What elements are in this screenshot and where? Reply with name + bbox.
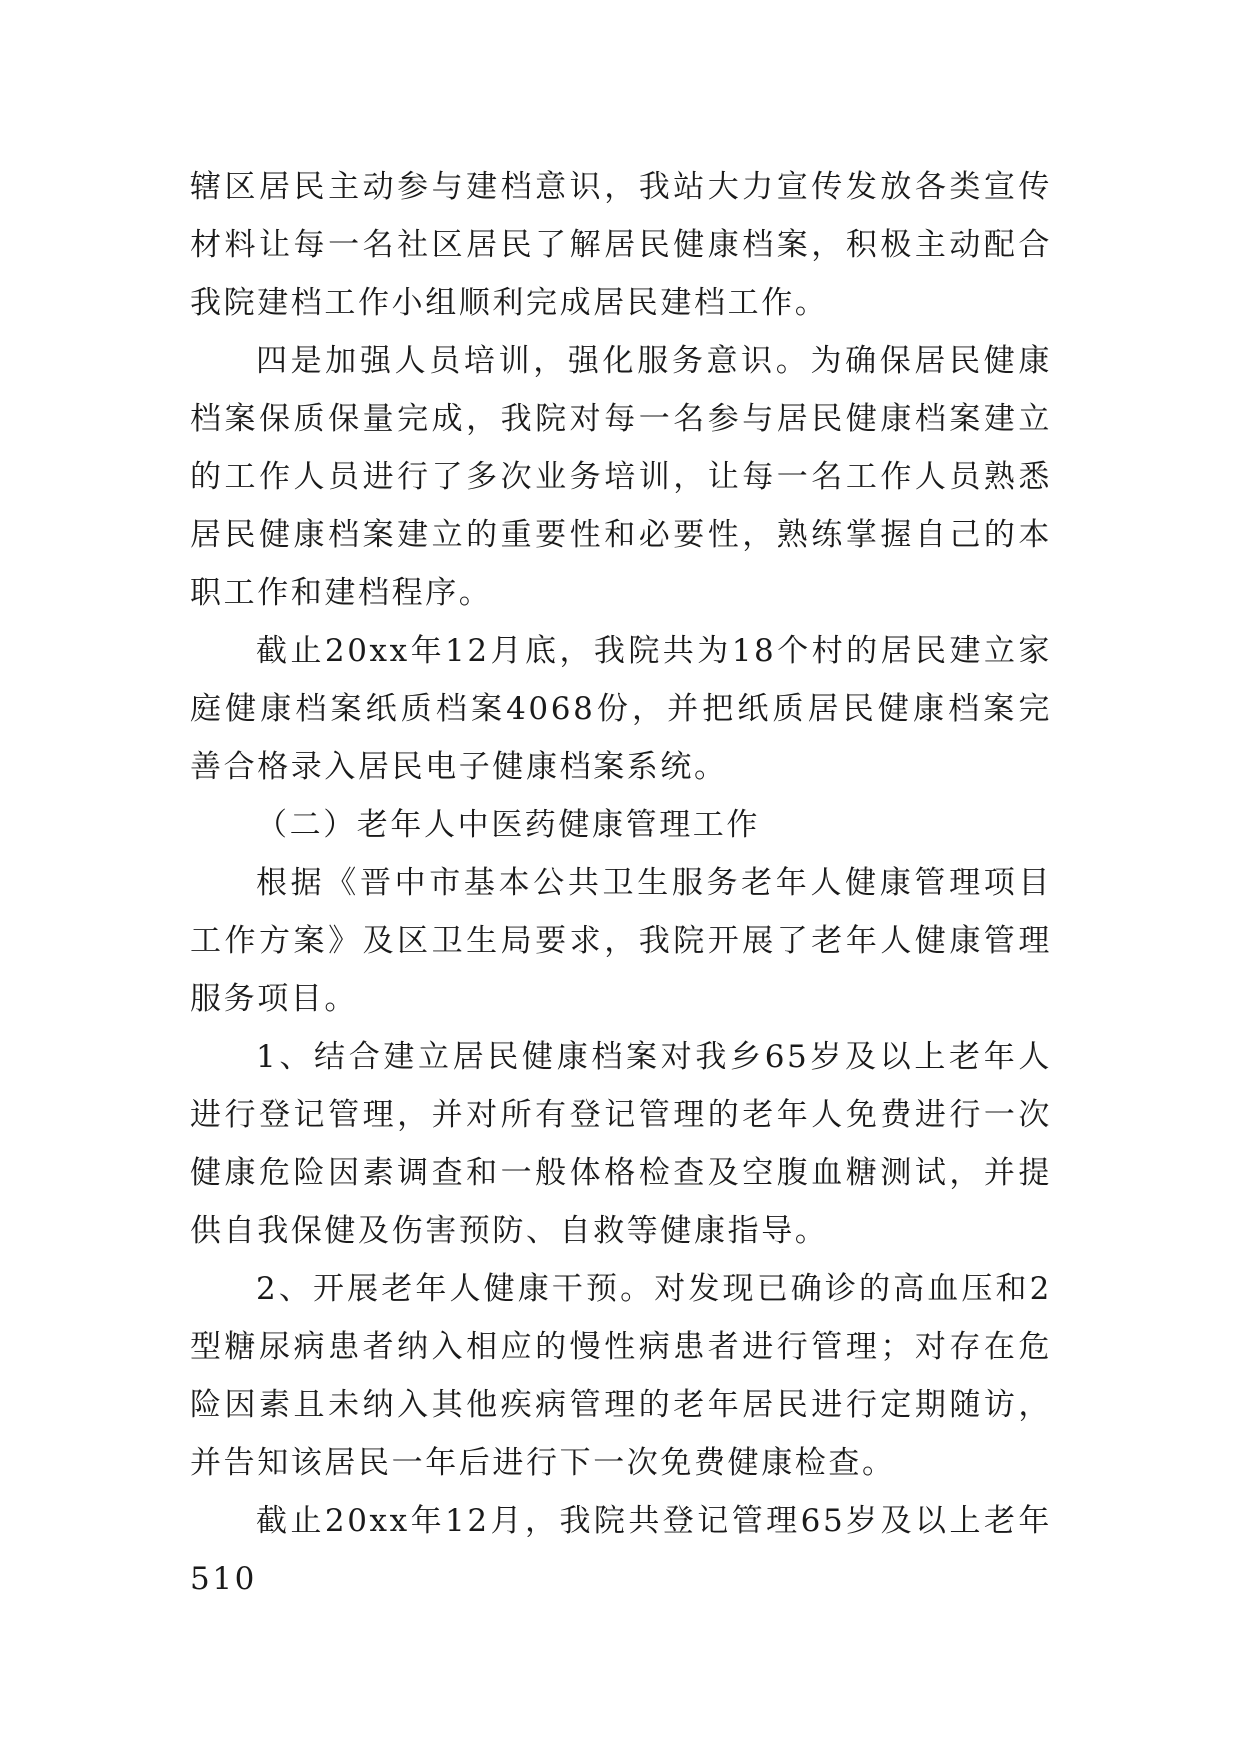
- paragraph-elderly-count: 截止20xx年12月，我院共登记管理65岁及以上老年510: [190, 1503, 1052, 1597]
- document-body: [190, 158, 1052, 1608]
- paragraph-continuation: 辖区居民主动参与建档意识，我站大力宣传发放各类宣传材料让每一名社区居民了解居民健康档案，积极主动配合我院建档工作小组顺利完成居民建档工作。: [190, 169, 1052, 321]
- paragraph-staff-training: 四是加强人员培训，强化服务意识。为确保居民健康档案保质保量完成，我院对每一名参与居民健康档案建立的工作人员进行了多次业务培训，让每一名工作人员熟悉居民健康档案建立的重要性和必要性，熟练掌握自己的本职工作和建档程序。: [190, 343, 1052, 611]
- paragraph-program-basis: 根据《晋中市基本公共卫生服务老年人健康管理项目工作方案》及区卫生局要求，我院开展了老年人健康管理服务项目。: [190, 865, 1052, 1017]
- paragraph-item-2: 2、开展老年人健康干预。对发现已确诊的高血压和2型糖尿病患者纳入相应的慢性病患者进行管理；对存在危险因素且未纳入其他疾病管理的老年居民进行定期随访，并告知该居民一年后进行下一次免费健康检查。: [190, 1271, 1052, 1481]
- section-heading-elderly-care: （二）老年人中医药健康管理工作: [256, 807, 760, 843]
- paragraph-item-1: 1、结合建立居民健康档案对我乡65岁及以上老年人进行登记管理，并对所有登记管理的老年人免费进行一次健康危险因素调查和一般体格检查及空腹血糖测试，并提供自我保健及伤害预防、自救等健康指导。: [190, 1039, 1052, 1249]
- paragraph-archive-count: 截止20xx年12月底，我院共为18个村的居民建立家庭健康档案纸质档案4068份，并把纸质居民健康档案完善合格录入居民电子健康档案系统。: [190, 633, 1052, 785]
